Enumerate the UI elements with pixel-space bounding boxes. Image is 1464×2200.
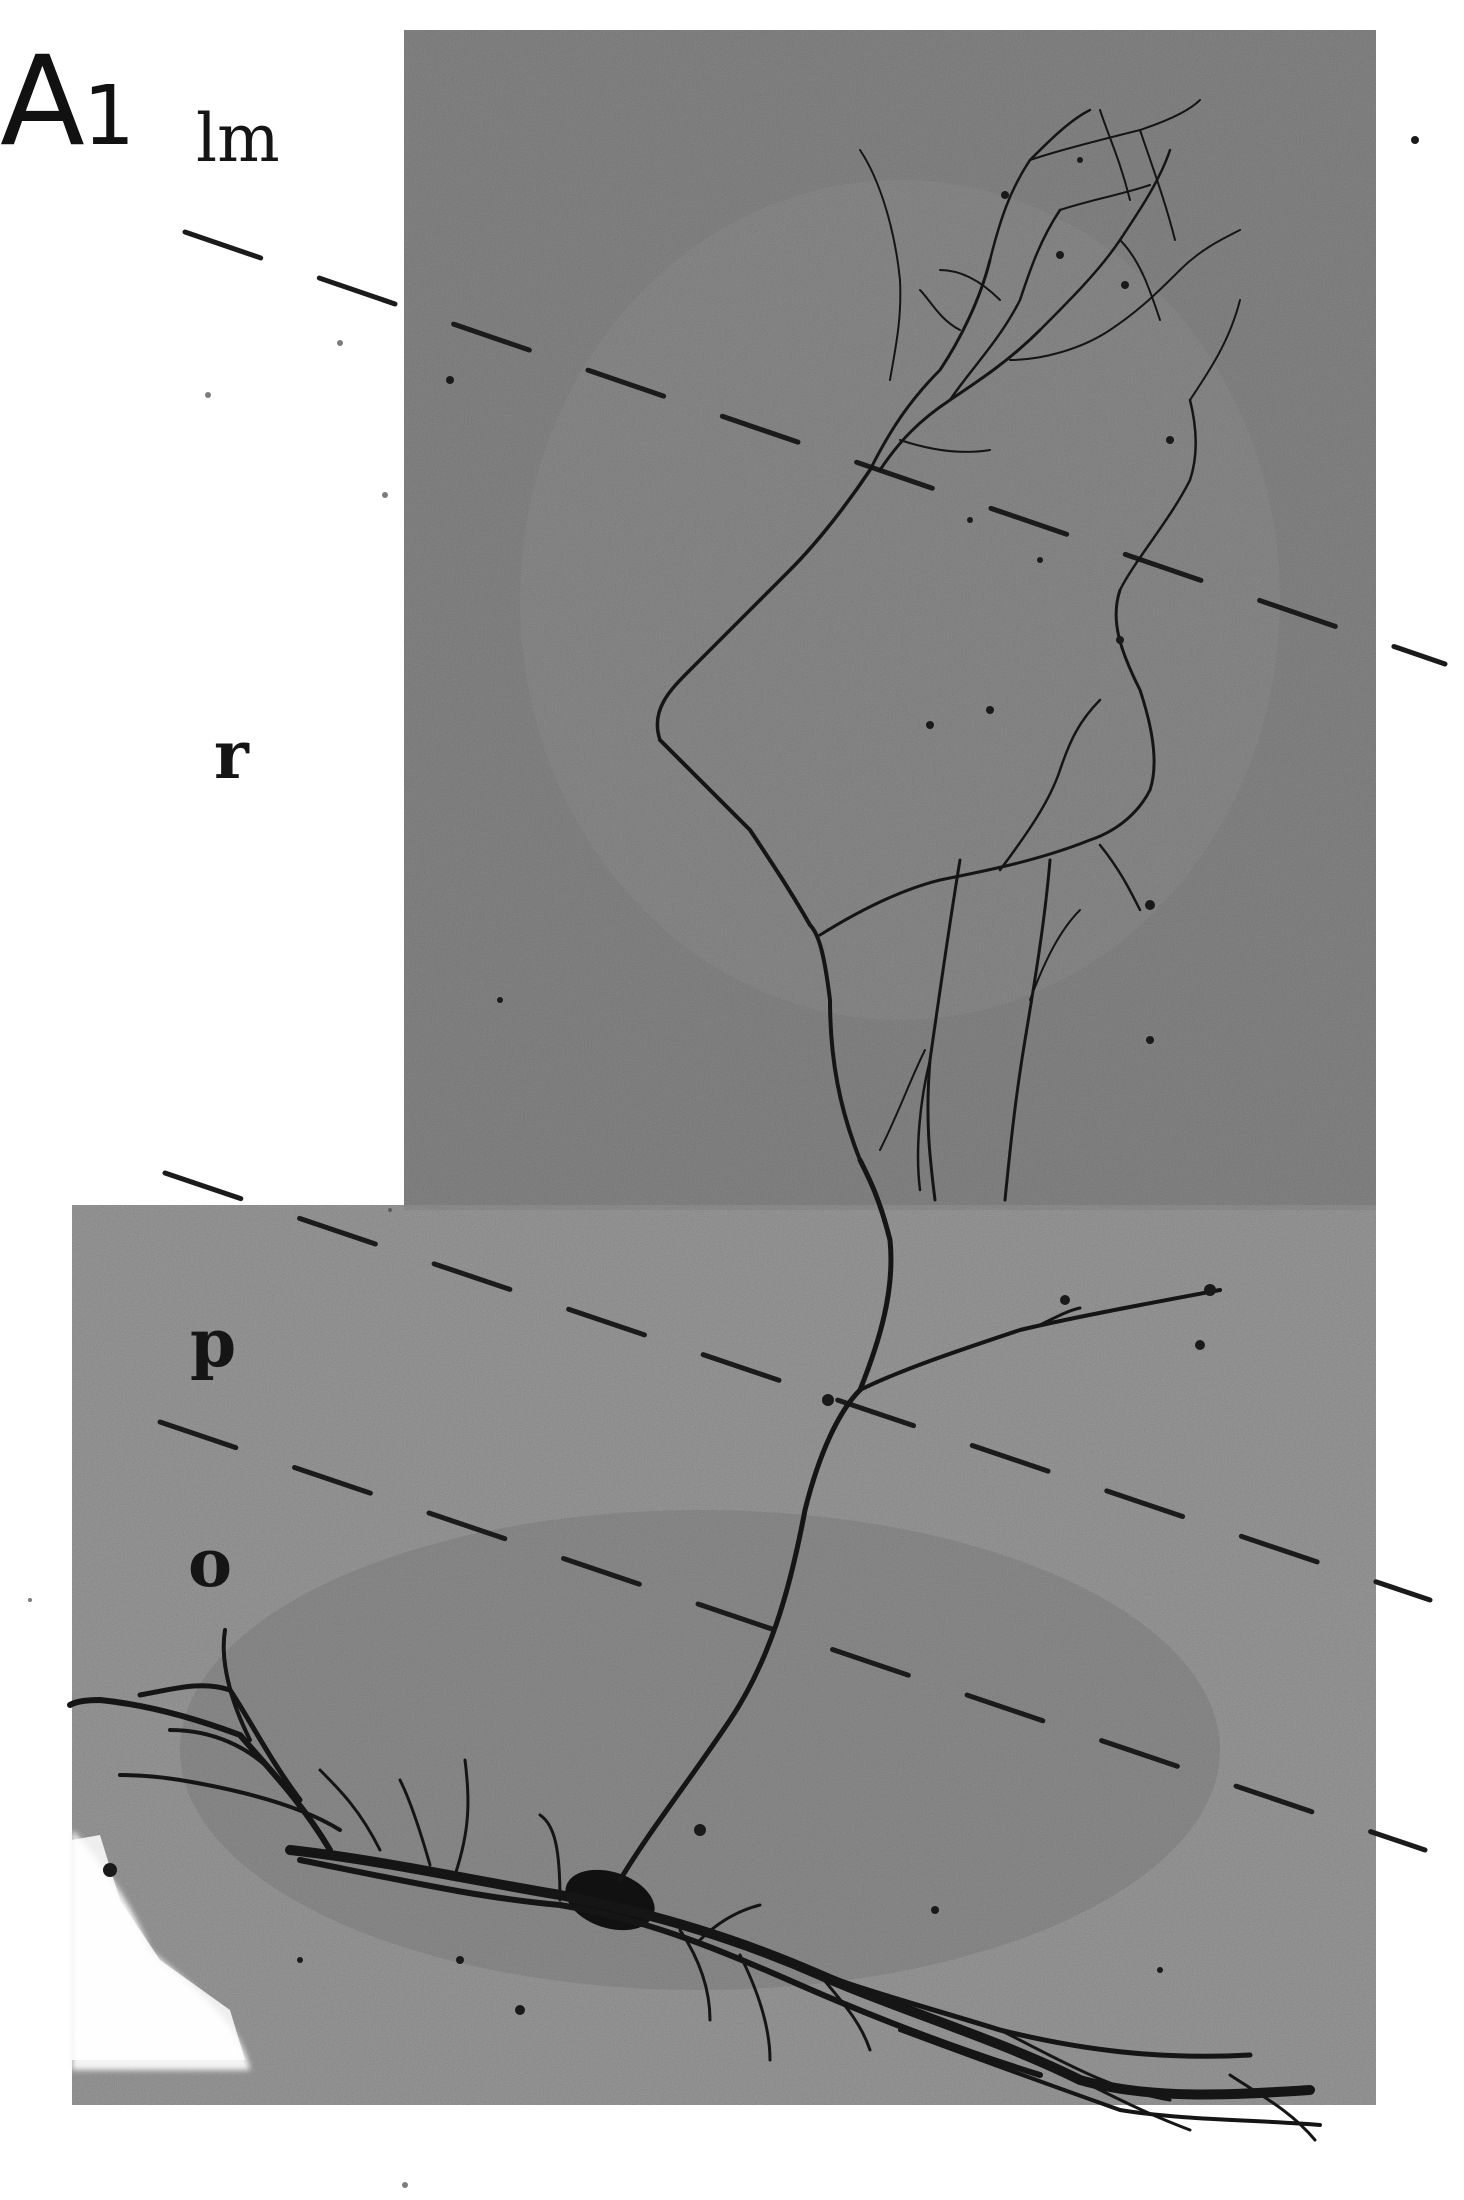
panel-letter: A [0,30,83,174]
layer-label-lm: lm [196,100,280,177]
layer-label-r: r [214,716,249,794]
layer-label-p: p [190,1304,237,1382]
layer-label-o: o [188,1524,233,1602]
photo-background [72,30,1376,2105]
panel-label [0,30,133,174]
panel-subscript: 1 [82,69,133,164]
